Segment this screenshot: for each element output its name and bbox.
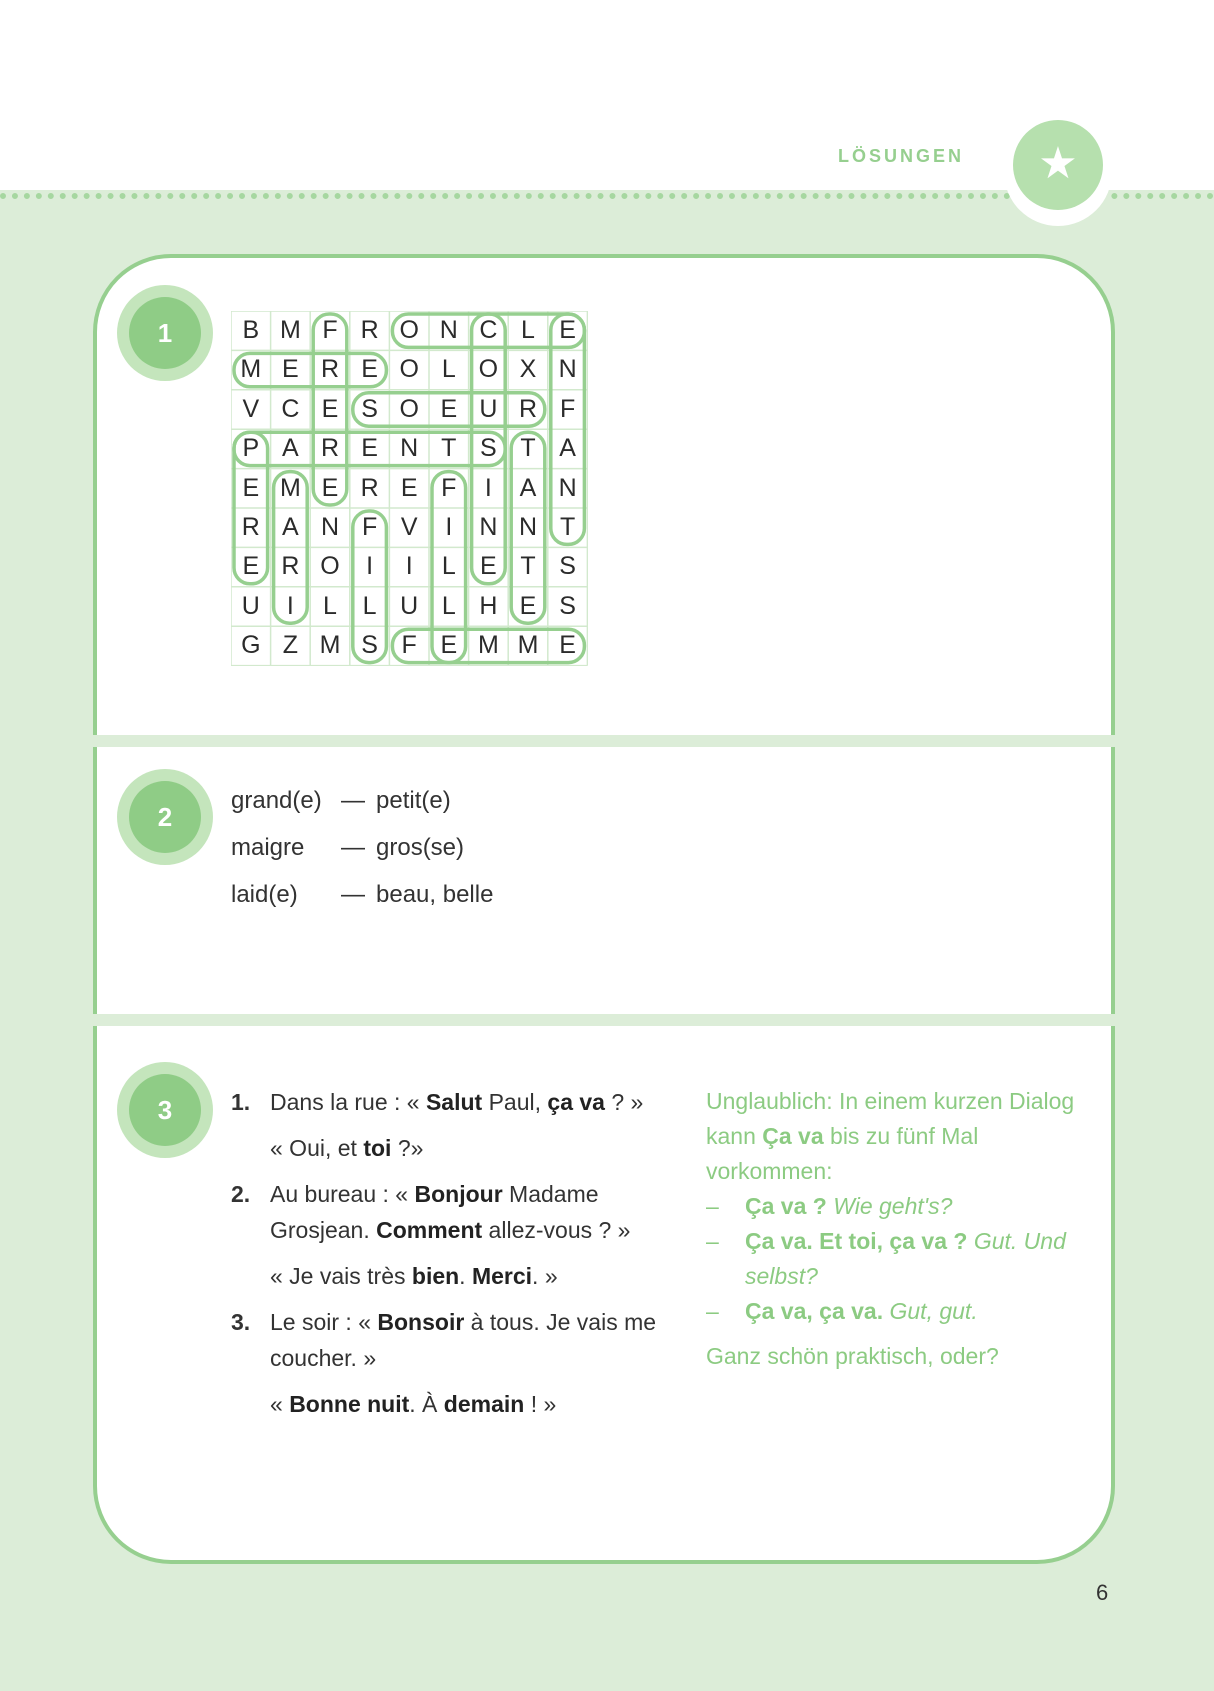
text-segment: Bonjour bbox=[414, 1181, 503, 1207]
grid-letter: E bbox=[321, 473, 339, 502]
text-segment: toi bbox=[363, 1135, 392, 1161]
text-segment: « bbox=[270, 1391, 290, 1417]
text-segment: Bonne nuit bbox=[289, 1391, 410, 1417]
grid-letter: S bbox=[480, 434, 497, 463]
adjective: grand(e) bbox=[231, 787, 322, 814]
grid-letter: L bbox=[362, 591, 377, 620]
grid-letter: C bbox=[281, 394, 300, 423]
grid-letter: F bbox=[401, 631, 417, 660]
grid-letter: M bbox=[319, 631, 341, 660]
grid-letter: T bbox=[520, 434, 536, 463]
grid-letter: A bbox=[282, 513, 299, 541]
grid-letter: O bbox=[399, 394, 419, 423]
grid-letter: S bbox=[559, 552, 576, 581]
text-segment: « Je vais très bbox=[270, 1263, 412, 1289]
grid-letter: M bbox=[279, 473, 301, 502]
grid-letter: S bbox=[361, 394, 378, 423]
grid-letter: R bbox=[320, 355, 340, 384]
text-segment: Ça va. Et toi, ça va ? bbox=[745, 1228, 968, 1254]
header-label: LÖSUNGEN bbox=[838, 146, 965, 166]
text-segment: ! » bbox=[524, 1391, 557, 1417]
grid-letter: L bbox=[323, 591, 337, 620]
dash: — bbox=[341, 834, 365, 861]
section-number: 3 bbox=[129, 1074, 201, 1146]
text-segment: . » bbox=[532, 1263, 558, 1289]
grid-letter: I bbox=[405, 552, 413, 581]
exercise-reply bbox=[231, 1258, 661, 1294]
grid-letter: M bbox=[517, 631, 539, 660]
exercise-number: 2. bbox=[231, 1181, 251, 1207]
grid-letter: I bbox=[366, 552, 374, 581]
grid-letter: R bbox=[360, 316, 379, 344]
grid-letter: O bbox=[399, 316, 419, 344]
section-1-badge bbox=[117, 285, 213, 381]
exercise-reply bbox=[231, 1130, 661, 1166]
page-number: 6 bbox=[1096, 1580, 1109, 1605]
text-segment: à tous. Je vais me coucher. » bbox=[270, 1309, 657, 1371]
adjective: laid(e) bbox=[231, 881, 298, 908]
text-segment: bis zu fünf Mal vorkommen: bbox=[706, 1123, 979, 1184]
text-segment: Comment bbox=[376, 1217, 483, 1243]
grid-letter: N bbox=[320, 513, 340, 541]
grid-letter: O bbox=[320, 552, 340, 581]
text-segment: ? » bbox=[604, 1089, 644, 1115]
section-number: 2 bbox=[129, 781, 201, 853]
grid-letter: S bbox=[559, 591, 576, 620]
dash: — bbox=[341, 787, 365, 814]
grid-letter: Z bbox=[282, 631, 299, 660]
grid-letter: M bbox=[279, 316, 301, 344]
note-list-item bbox=[706, 1224, 1106, 1294]
star-icon: ★ bbox=[1038, 138, 1078, 189]
text-segment: bien bbox=[411, 1263, 460, 1289]
grid-letter: E bbox=[480, 552, 497, 581]
exercise-number: 3. bbox=[231, 1309, 251, 1335]
grid-letter: I bbox=[286, 591, 294, 620]
note-intro bbox=[706, 1084, 1106, 1189]
text-segment: ça va bbox=[547, 1089, 605, 1115]
grid-letter: C bbox=[479, 316, 498, 344]
grid-letter: N bbox=[558, 355, 577, 384]
text-segment: Bonsoir bbox=[377, 1309, 465, 1335]
text-segment: Madame Grosjean. bbox=[270, 1181, 599, 1243]
grid-letter: F bbox=[441, 473, 457, 502]
text-segment: Gut. Und selbst? bbox=[745, 1228, 1066, 1289]
grid-letter: P bbox=[242, 434, 260, 463]
grid-letter: A bbox=[282, 434, 299, 463]
text-segment: Gut, gut. bbox=[889, 1298, 978, 1324]
grid-letter: R bbox=[360, 473, 379, 502]
grid-letter: V bbox=[242, 394, 260, 423]
grid-letter: F bbox=[322, 316, 338, 344]
grid-letter: T bbox=[559, 513, 576, 541]
tip-note bbox=[706, 1084, 1106, 1374]
note-outro: Ganz schön praktisch, oder? bbox=[706, 1343, 999, 1369]
note-list-item bbox=[706, 1294, 1106, 1329]
exercise-reply bbox=[231, 1386, 661, 1422]
grid-letter: E bbox=[440, 394, 458, 423]
grid-letter: A bbox=[559, 434, 576, 463]
text-segment: « Oui, et bbox=[270, 1135, 364, 1161]
grid-letter: I bbox=[445, 513, 453, 541]
grid-letter: M bbox=[240, 355, 262, 384]
section-number: 1 bbox=[129, 297, 201, 369]
text-segment: Wie geht's? bbox=[833, 1193, 953, 1219]
grid-letter: E bbox=[519, 591, 537, 620]
grid-letter: F bbox=[559, 394, 576, 423]
note-list-item bbox=[706, 1189, 1106, 1224]
section-divider bbox=[93, 735, 1115, 747]
grid-letter: E bbox=[559, 631, 576, 660]
text-segment: allez-vous ? » bbox=[482, 1217, 631, 1243]
grid-letter: G bbox=[241, 631, 261, 660]
grid-letter: T bbox=[441, 434, 457, 463]
grid-letter: F bbox=[361, 513, 378, 541]
grid-letter: N bbox=[400, 434, 419, 463]
grid-letter: E bbox=[321, 394, 339, 423]
grid-letter: E bbox=[440, 631, 458, 660]
grid-letter: L bbox=[441, 591, 456, 620]
section-3-badge bbox=[117, 1062, 213, 1158]
opposite-adjective: petit(e) bbox=[376, 787, 451, 814]
exercise-item bbox=[231, 1176, 661, 1248]
opposite-adjective: gros(se) bbox=[376, 834, 465, 861]
text-segment: Salut bbox=[425, 1089, 483, 1115]
grid-letter: U bbox=[241, 591, 260, 620]
grid-letter: V bbox=[400, 513, 418, 541]
opposite-adjective: beau, belle bbox=[376, 881, 494, 908]
word-search-grid bbox=[231, 311, 588, 666]
grid-letter: E bbox=[282, 355, 299, 384]
grid-letter: O bbox=[399, 355, 419, 384]
grid-letter: L bbox=[521, 316, 535, 344]
grid-letter: L bbox=[441, 552, 456, 581]
grid-letter: U bbox=[479, 394, 498, 423]
grid-letter: O bbox=[478, 355, 499, 384]
dash: – bbox=[706, 1298, 719, 1324]
grid-letter: N bbox=[558, 473, 577, 502]
text-segment: . À bbox=[409, 1391, 444, 1417]
grid-letter: N bbox=[439, 316, 458, 344]
grid-letter: T bbox=[520, 552, 536, 581]
grid-letter: R bbox=[241, 513, 260, 541]
grid-letter: E bbox=[559, 316, 576, 344]
text-segment: Unglaublich: In einem kurzen Dialog kann bbox=[706, 1088, 1075, 1149]
text-segment: Ça va ? bbox=[745, 1193, 827, 1219]
grid-letter: R bbox=[320, 434, 340, 463]
grid-letter: E bbox=[242, 552, 260, 581]
exercise-item bbox=[231, 1304, 661, 1376]
grid-letter: M bbox=[477, 631, 499, 660]
exercise-number: 1. bbox=[231, 1089, 251, 1115]
text-segment: Ça va, ça va. bbox=[745, 1298, 884, 1324]
grid-letter: H bbox=[479, 591, 498, 620]
grid-letter: L bbox=[441, 355, 456, 384]
exercise-item bbox=[231, 1084, 661, 1120]
grid-letter: X bbox=[519, 355, 537, 384]
grid-letter: E bbox=[400, 473, 418, 502]
text-segment: Au bureau : « bbox=[270, 1181, 415, 1207]
text-segment: Paul, bbox=[482, 1089, 548, 1115]
dash: – bbox=[706, 1193, 719, 1219]
text-segment: demain bbox=[443, 1391, 525, 1417]
grid-letter: N bbox=[518, 513, 538, 541]
grid-letter: R bbox=[518, 394, 538, 423]
greetings-list bbox=[231, 1084, 661, 1422]
grid-letter: U bbox=[400, 591, 419, 620]
grid-letter: A bbox=[519, 473, 537, 502]
section-divider bbox=[93, 1014, 1115, 1026]
text-segment: ?» bbox=[391, 1135, 424, 1161]
grid-letter: E bbox=[361, 355, 378, 384]
grid-letter: N bbox=[479, 513, 498, 541]
text-segment: Dans la rue : « bbox=[270, 1089, 426, 1115]
text-segment: . bbox=[459, 1263, 472, 1289]
adjective: maigre bbox=[231, 834, 305, 861]
grid-letter: R bbox=[281, 552, 300, 581]
grid-letter: I bbox=[484, 473, 492, 502]
section-2-badge bbox=[117, 769, 213, 865]
text-segment: Ça va bbox=[762, 1123, 824, 1149]
text-segment: Merci bbox=[471, 1263, 533, 1289]
dash: — bbox=[341, 881, 365, 908]
grid-letter: S bbox=[361, 631, 378, 660]
dash: – bbox=[706, 1228, 719, 1254]
grid-letter: E bbox=[361, 434, 378, 463]
grid-letter: E bbox=[242, 473, 260, 502]
grid-letter: B bbox=[242, 316, 260, 344]
text-segment: Le soir : « bbox=[270, 1309, 378, 1335]
